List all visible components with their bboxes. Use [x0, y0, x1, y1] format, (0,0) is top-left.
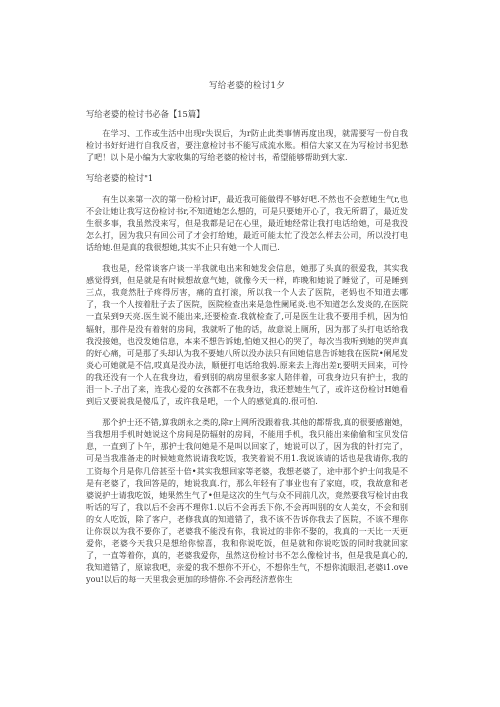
- intro-paragraph: 在学习、工作或生活中出现r失误后，为r防止此类事情再度出现，就需要写一份自我检讨书好好进行自我反省，要注意检讨书不能写成流水账。相信大家又在为写检讨书犯愁了吧！以卜是小编为大家收集的写给老婆的检讨书，希望能够帮助到大家.: [86, 128, 408, 163]
- document-title: 写给老婆的检讨1夕: [208, 81, 286, 91]
- section-heading: 写给老婆的检讨"1: [86, 173, 154, 184]
- document-subtitle: 写给老婆的检讨书必备【15篇】: [86, 109, 205, 120]
- document-body: [86, 80, 408, 585]
- body-paragraph-2: 我也是，经常谈客户谈一半我就电出来和她发会信息，她那了头真的很爱我，其实我感觉得到，但是就是有时候想故意气她，就像今天一样，昨晚和她说了睡觉了，可是睡到三点，我竟然肚子疼得厉害，痛的直打滚，所以我一个人去了医院，老妈也不知道去哪了，我一个人按着肚子去了医院，医院检查出来是急性阑尾炎.也不知道怎么发炎的,在医院一直呆到9天亮.医生说不能出来,还要检查.我就检查了,可是医生让我不要用手机，因为怕辐射，那件是没有着射的房间，我就听了他的话，故意说上厕所，因为那了头打电话给我我没接她，也没发她信息，本来不想告诉她,怕她又担心的哭了，每次当我听到她的哭声真的好心痛，可是那了头却认为我不要她八所以没办法只有回她信息告诉她我在医院•阑尾发炎心可她就是不信,哎真是没办法，顺便打电话给我妈.原来去上海出差r,要明天回来，可怜的我还没有一个人在我身边，看到别的病房里很多家人陪伴着，可我身边只有护士，我的泪一卜.子出了来，连我心爱的女孩都不在我身边，我还惹她生气了，或许这份检讨H她看到后又要说我是傻瓜了，或许我是吧，一个人的感觉真的.很可怕.: [86, 263, 408, 407]
- body-paragraph-3: 那个护士还不错,算我朗永之类的,除r上网所没跟着我.其他的都帮我,真的很要感谢她，当我想用手机时她说这个房间是防辐射的房间，不能用手机，我只能出来偷偷和宝贝发信息，一直到了卜午，那护士我问她是不是叫以回家了，她说可以了，因为我的针打完了，可是当我准备走的时候她竟然说请我吃饭，我笑着说不用1.我说该请的话也是我请你,我的工资每个月是你几倍甚至十倍•其实我想回家等老婆，我想老婆了，途中那个护士问我是不是有老婆了，我回答是的，她说我真.行，那么年轻有了事业也有了家庭，哎，我故意和老婆说护士请我吃饭，她果然生气了•但是这次的生气与众不同前几次，竟然要我写检讨由我听话的写了，我以后不会再不理你1.以后不会再丢下你,不会再叫别的女人美女，不会和别的女人吃饭，除了客户，老修我真的知道错了，我不该不告诉你我去了医院，不该不理你让你误以为我不要你了，老婆我不能没有你，我说过的非你不娶的，我真的一天比一天更爱你，老婆今天我只是想给你惊喜，我和你说吃饭，但是就和你说吃饭的同时我就回家了，一直等着你，真的，老婆我爱你，虽然这份检讨书不怎么像检讨书，但是我是真心的,我知道错了，原谅我吧，亲爱的我不想你不开心，不想你生气，不想你流眼泪,老婆i1.oveyou!以后的每一天里我会更加的珍惜你.不会再经济惹你生: [86, 417, 408, 585]
- body-paragraph-1: 有生以来第一次的第一份检讨iF，最近我可能做得不够好吧.不然也不会惹她生气r,也不会让她让我写这份检讨书r,不知道她怎么想的，可是只要她开心了，我无所谓了，最近发生很多事，我虽然没来写，但是我都是记在心里，最近她经常让我打电话给她，可是我没怎么打，因为我只有回公司了才会打给她，最近可能太忙了没怎么样去公司，所以没打电话给她.但是真的我很想她,其实不止只有她一个人而已.: [86, 193, 408, 252]
